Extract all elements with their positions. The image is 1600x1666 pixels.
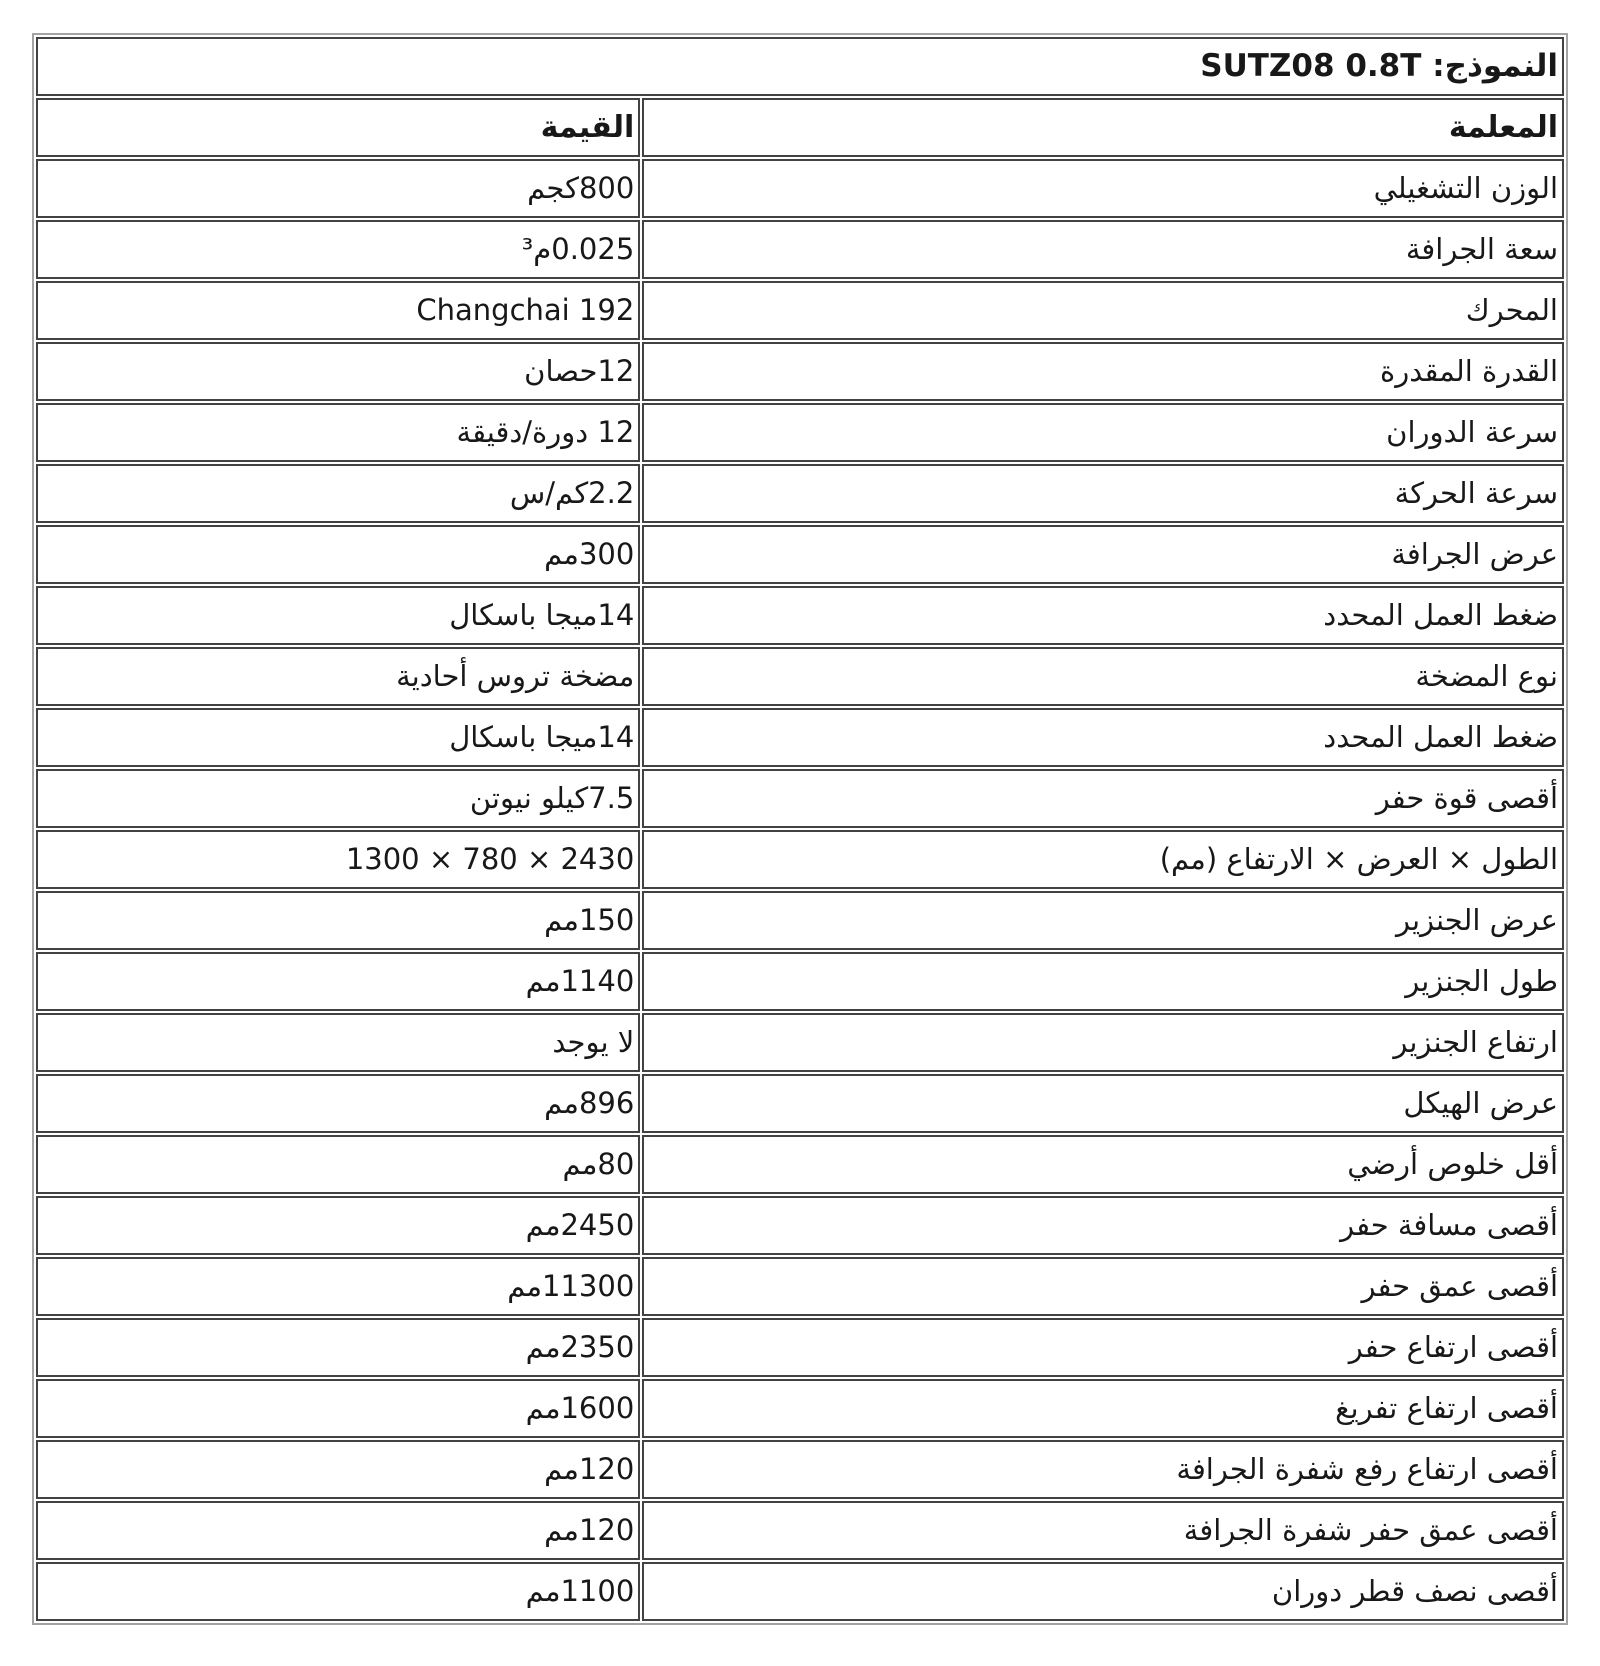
parameter-cell: المحرك [642, 281, 1564, 340]
parameter-cell: نوع المضخة [642, 647, 1564, 706]
value-cell: 896مم [36, 1074, 640, 1133]
table-row [36, 403, 1564, 462]
parameter-cell: عرض الهيكل [642, 1074, 1564, 1133]
parameter-cell: أقصى نصف قطر دوران [642, 1562, 1564, 1621]
value-cell: مضخة تروس أحادية [36, 647, 640, 706]
value-cell: 1140مم [36, 952, 640, 1011]
table-header-row [36, 98, 1564, 157]
parameter-cell: ضغط العمل المحدد [642, 586, 1564, 645]
column-header-value: القيمة [36, 98, 640, 157]
table-row [36, 1013, 1564, 1072]
value-cell: 300مم [36, 525, 640, 584]
table-row [36, 769, 1564, 828]
table-title: النموذج: SUTZ08 0.8T [36, 37, 1564, 96]
value-cell: Changchai 192 [36, 281, 640, 340]
parameter-cell: أقل خلوص أرضي [642, 1135, 1564, 1194]
table-row [36, 1318, 1564, 1377]
table-title-row [36, 37, 1564, 96]
parameter-cell: أقصى قوة حفر [642, 769, 1564, 828]
column-header-parameter: المعلمة [642, 98, 1564, 157]
value-cell: 2450مم [36, 1196, 640, 1255]
value-cell: 80مم [36, 1135, 640, 1194]
table-row [36, 952, 1564, 1011]
table-row [36, 647, 1564, 706]
parameter-cell: عرض الجرافة [642, 525, 1564, 584]
value-cell: 14ميجا باسكال [36, 708, 640, 767]
table-row [36, 1135, 1564, 1194]
excavator-spec-table [32, 33, 1568, 1625]
value-cell: 2430 × 780 × 1300 [36, 830, 640, 889]
parameter-cell: سرعة الدوران [642, 403, 1564, 462]
value-cell: 800كجم [36, 159, 640, 218]
value-cell: 11300مم [36, 1257, 640, 1316]
table-row [36, 891, 1564, 950]
value-cell: 1100مم [36, 1562, 640, 1621]
parameter-cell: ارتفاع الجنزير [642, 1013, 1564, 1072]
value-cell: 120مم [36, 1440, 640, 1499]
value-cell: 12 دورة/دقيقة [36, 403, 640, 462]
table-row [36, 342, 1564, 401]
value-cell: 7.5كيلو نيوتن [36, 769, 640, 828]
table-row [36, 1501, 1564, 1560]
value-cell: لا يوجد [36, 1013, 640, 1072]
value-cell: 2.2كم/س [36, 464, 640, 523]
parameter-cell: أقصى عمق حفر شفرة الجرافة [642, 1501, 1564, 1560]
table-row [36, 159, 1564, 218]
table-row [36, 1440, 1564, 1499]
parameter-cell: أقصى مسافة حفر [642, 1196, 1564, 1255]
value-cell: 150مم [36, 891, 640, 950]
value-cell: 14ميجا باسكال [36, 586, 640, 645]
parameter-cell: سرعة الحركة [642, 464, 1564, 523]
table-row [36, 1074, 1564, 1133]
table-row [36, 1257, 1564, 1316]
table-row [36, 1379, 1564, 1438]
table-row [36, 1562, 1564, 1621]
value-cell: 12حصان [36, 342, 640, 401]
parameter-cell: الوزن التشغيلي [642, 159, 1564, 218]
value-cell: 1600مم [36, 1379, 640, 1438]
table-row [36, 586, 1564, 645]
parameter-cell: أقصى ارتفاع حفر [642, 1318, 1564, 1377]
parameter-cell: طول الجنزير [642, 952, 1564, 1011]
parameter-cell: القدرة المقدرة [642, 342, 1564, 401]
parameter-cell: أقصى ارتفاع رفع شفرة الجرافة [642, 1440, 1564, 1499]
table-row [36, 525, 1564, 584]
parameter-cell: أقصى ارتفاع تفريغ [642, 1379, 1564, 1438]
table-body [36, 159, 1564, 1621]
parameter-cell: ضغط العمل المحدد [642, 708, 1564, 767]
parameter-cell: أقصى عمق حفر [642, 1257, 1564, 1316]
table-row [36, 708, 1564, 767]
table-row [36, 830, 1564, 889]
parameter-cell: عرض الجنزير [642, 891, 1564, 950]
parameter-cell: الطول × العرض × الارتفاع (مم) [642, 830, 1564, 889]
value-cell: 0.025م³ [36, 220, 640, 279]
table-row [36, 464, 1564, 523]
table-row [36, 281, 1564, 340]
value-cell: 120مم [36, 1501, 640, 1560]
table-row [36, 220, 1564, 279]
value-cell: 2350مم [36, 1318, 640, 1377]
parameter-cell: سعة الجرافة [642, 220, 1564, 279]
table-row [36, 1196, 1564, 1255]
